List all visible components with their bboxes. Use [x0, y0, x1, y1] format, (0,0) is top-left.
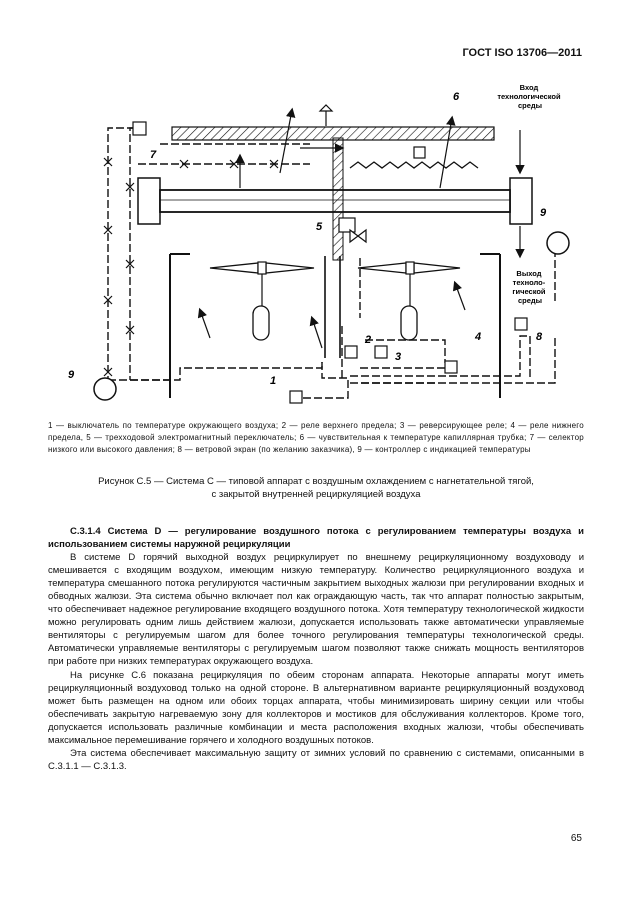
header-right — [510, 178, 532, 224]
paragraph: На рисунке С.6 показана рециркуляция по обеим сторонам аппарата. Некоторые аппараты могут иметь рециркуляционный воздуховод только на одной стороне. В альтернативном варианте рециркуляционный воздуховод может быть размещен на одном или обоих торцах аппарата, чтобы минимизировать ширину секции или чтобы обеспечивать закрытую нагреваемую зону для коллекторов и мостиков для обслуживания коллекторов. Кроме того, допускается использовать различные комбинации и места расположения входных жалюзи, чтобы обеспечивать максимальное перемешивание горячего и холодного воздушных потоков. — [48, 669, 584, 746]
paragraph: В системе D горячий выходной воздух рециркулирует по внешнему рециркуляционному воздуховоду и смешивается с входящим воздухом, имеющим низкую температуру. Количество рециркуляционного воздуха и температура смешанного потока регулируются частичным закрытием выходных жалюзи при регулировании входных и обводных жалюзи. Эта система обычно включает пол как ограждающую часть, так что аппарат полностью закрытым, что обеспечивает надежное регулирование входящего воздушного потока. Хотя температуру технологической жидкости можно регулировать одним лишь действием жалюзи, допускается использовать также автоматически управляемые вентиляторы с регулируемым шагом для более точного регулирования температуры технологической среды. Автоматически управляемые вентиляторы с регулируемым шагом позволяют также снижать мощность вентиляторов при работе при низких температурах окружающего воздуха. — [48, 552, 584, 668]
capillary-tube — [350, 162, 478, 168]
header-left — [138, 178, 160, 224]
fan-left — [210, 262, 314, 340]
section-c314 — [48, 525, 584, 773]
controller-9-right — [547, 232, 569, 254]
label-2: 2 — [365, 334, 372, 346]
page-number: 65 — [570, 833, 582, 844]
switch-1 — [290, 391, 302, 403]
label-9-right: 9 — [540, 207, 547, 219]
screen-8 — [515, 318, 527, 330]
relay-3 — [375, 346, 387, 358]
selector-7 — [133, 122, 146, 135]
label-5: 5 — [316, 221, 323, 233]
label-4: 4 — [475, 331, 482, 343]
paragraph: Эта система обеспечивает максимальную защиту от зимних условий по сравнению с системами, описанными в С.3.1.1 — С.3.1.3. — [48, 747, 584, 772]
figure-caption — [48, 475, 584, 501]
sensor-6 — [414, 147, 425, 158]
relay-2 — [345, 346, 357, 358]
relay-4 — [445, 361, 457, 373]
figure-legend: 1 — выключатель по температуре окружающего воздуха; 2 — реле верхнего предела; 3 — реверсирующее реле; 4 — реле нижнего предела, 5 — трехходовой электромагнитный переключатель; 6 — чувствительная к температуре капиллярная трубка; 7 — селектор низкого или высокого давления; 8 — ветровой экран (по желанию заказчика), 9 — контроллер с индикацией температуры — [48, 421, 584, 454]
label-3: 3 — [395, 351, 402, 363]
standard-header: ГОСТ ISO 13706—2011 — [462, 47, 582, 59]
label-7: 7 — [150, 149, 157, 161]
label-outlet: Выход техноло- гической среды — [512, 269, 546, 305]
caption-line-1: Рисунок С.5 — Система С — типовой аппарат с воздушным охлаждением с нагнетательной тягой, — [98, 476, 534, 487]
inlet-line-3: среды — [517, 101, 543, 110]
valve-5-box — [339, 218, 355, 232]
caption-line-2: с закрытой внутренней рециркуляцией воздуха — [211, 489, 421, 500]
label-inlet — [497, 83, 562, 110]
valve-5 — [350, 230, 366, 242]
label-1: 1 — [270, 375, 277, 387]
label-6: 6 — [453, 91, 460, 103]
label-8: 8 — [536, 331, 543, 343]
fan-right — [358, 262, 460, 340]
system-c-diagram — [60, 78, 590, 413]
label-9-left: 9 — [68, 369, 75, 381]
inlet-line-2: технологической — [497, 92, 561, 101]
inlet-line-1: Вход — [519, 83, 539, 92]
controller-9-left — [94, 378, 116, 400]
section-heading: С.3.1.4 Система D — регулирование воздушного потока с регулированием температуры воздуха и использованием системы наружной рециркуляции — [48, 526, 584, 551]
